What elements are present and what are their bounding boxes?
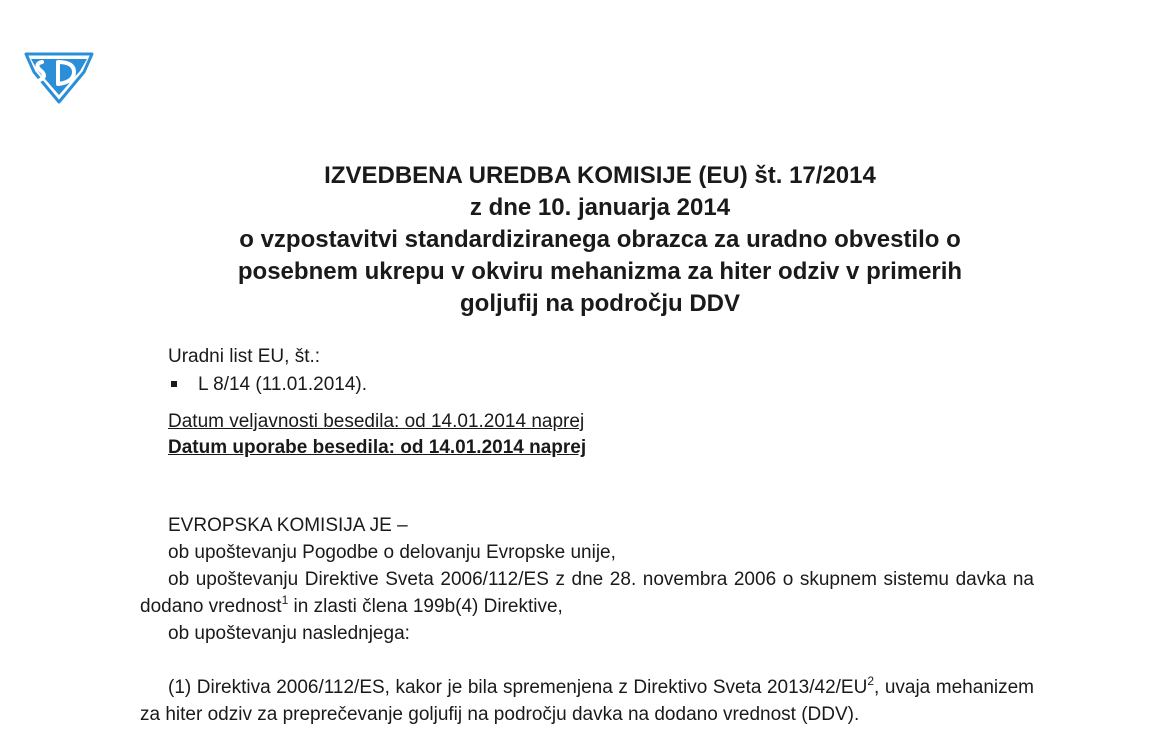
application-date: Datum uporabe besedila: od 14.01.2014 naprej	[168, 437, 587, 458]
title-line-4: posebnem ukrepu v okviru mehanizma za hiter odziv v primerih	[237, 258, 963, 285]
recital-1	[140, 674, 1034, 728]
shield-logo-icon	[22, 48, 96, 106]
document-title	[150, 160, 1050, 320]
paragraph-2-tail: in zlasti člena 199b(4) Direktive,	[288, 596, 563, 617]
logo	[22, 48, 96, 106]
title-line-5: goljufij na področju DDV	[460, 290, 740, 317]
title-line-3: o vzpostavitvi standardiziranega obrazca za uradno obvestilo o	[239, 226, 961, 253]
dates-block	[168, 409, 586, 461]
validity-date: Datum veljavnosti besedila: od 14.01.2014 naprej	[168, 411, 585, 432]
recital-1-tail: , uvaja mehanizem za hiter odziv za preprečevanje goljufij na področju davka na dodano vrednost (DDV).	[140, 677, 1034, 725]
footnote-ref-1[interactable]: 1	[281, 593, 289, 607]
paragraph-3: ob upoštevanju naslednjega:	[168, 623, 410, 644]
journal-label: Uradni list EU, št.:	[168, 346, 321, 367]
journal-list	[168, 371, 367, 399]
paragraph-1: ob upoštevanju Pogodbe o delovanju Evropske unije,	[168, 542, 616, 563]
intro-line: EVROPSKA KOMISIJA JE –	[168, 515, 408, 536]
footnote-ref-2[interactable]: 2	[867, 674, 874, 688]
paragraph-2-text: ob upoštevanju Direktive Sveta 2006/112/ES z dne 28. novembra 2006 o skupnem sistemu davka na dodano vrednost	[140, 569, 1034, 617]
paragraph-2	[140, 566, 1034, 620]
title-line-1: IZVEDBENA UREDBA KOMISIJE (EU) št. 17/2014	[324, 162, 876, 189]
document-body	[140, 512, 1034, 728]
recital-1-text: (1) Direktiva 2006/112/ES, kakor je bila spremenjena z Direktivo Sveta 2013/42/EU	[168, 677, 868, 698]
title-line-2: z dne 10. januarja 2014	[469, 194, 731, 221]
journal-reference	[168, 343, 367, 399]
journal-item: L 8/14 (11.01.2014).	[168, 371, 367, 399]
